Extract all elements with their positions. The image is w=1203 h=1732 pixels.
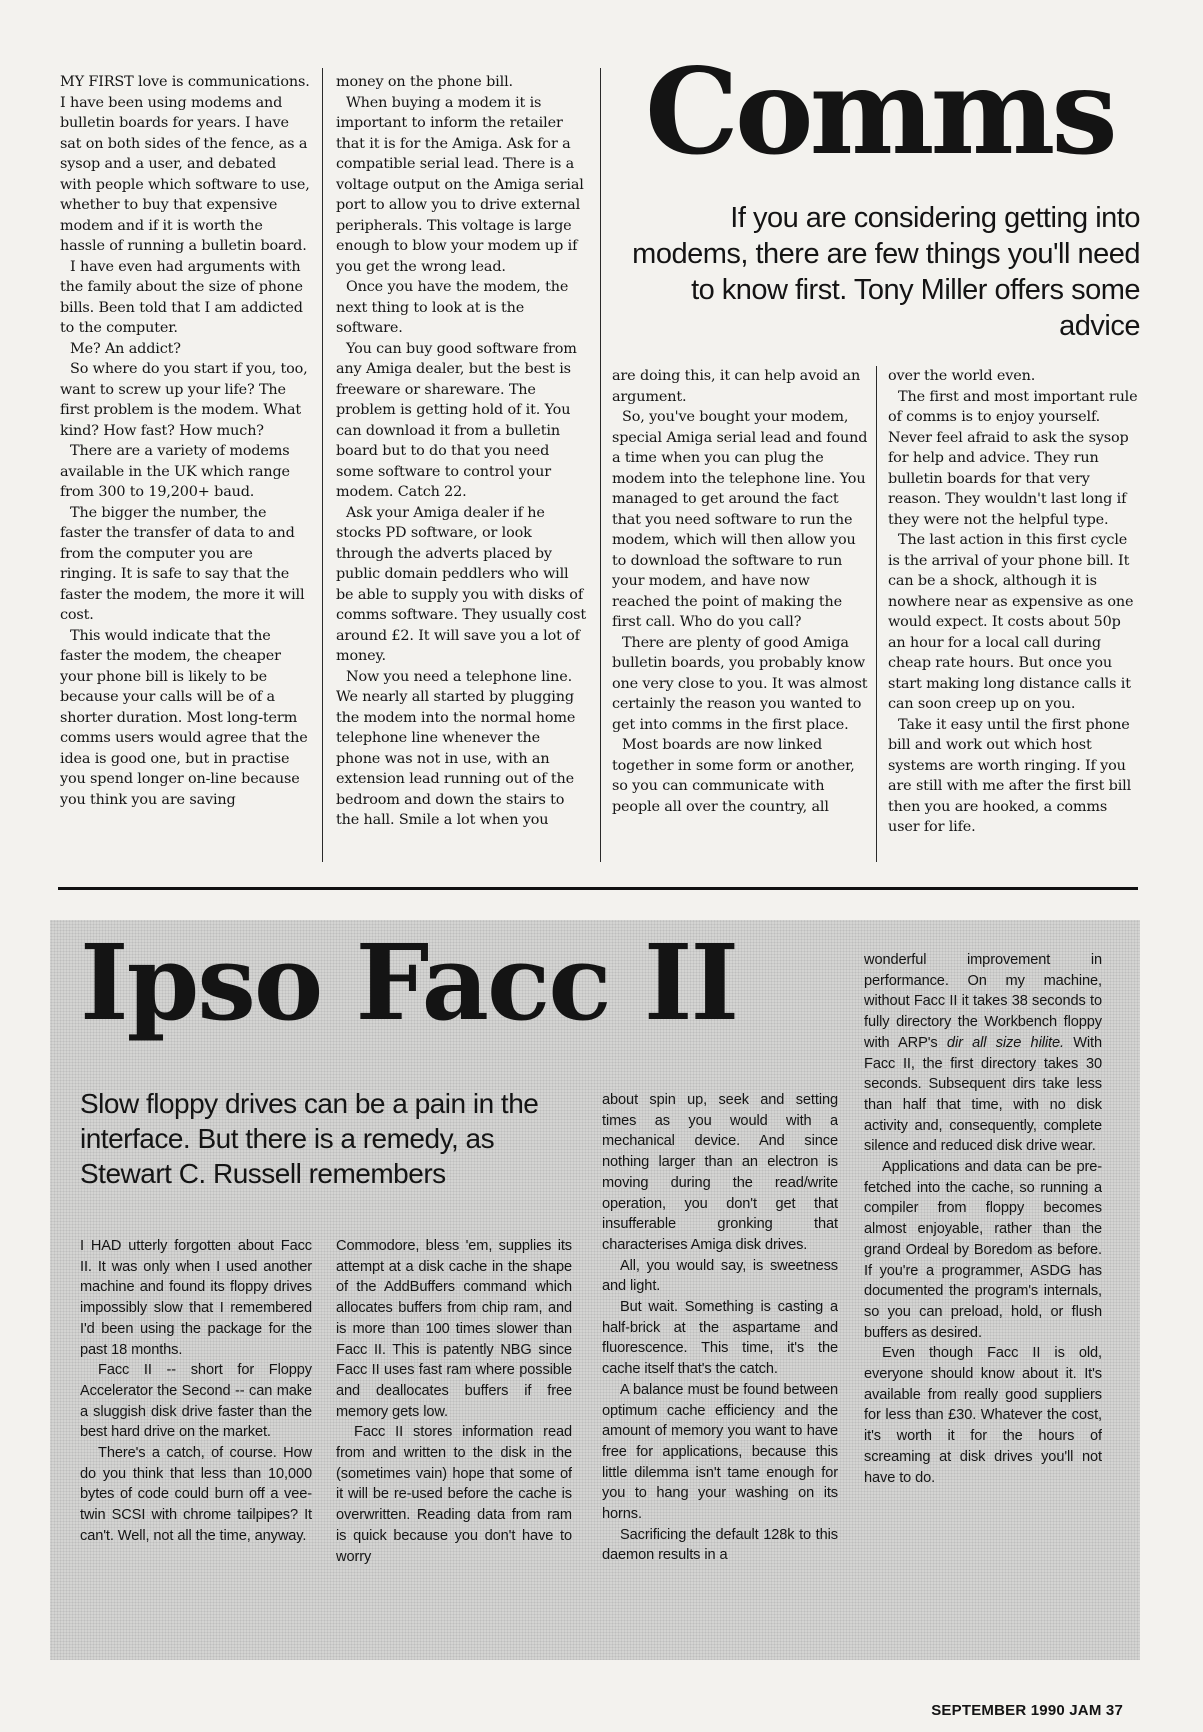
comms-col3-para: are doing this, it can help avoid an argument. — [612, 368, 861, 405]
ipso-col2-para: Facc II stores information read from and written to the disk in the (sometimes vain) hope that some of it will be re-used before the cache is overwritten. Reading data from ram is quick because you don't have to worry — [336, 1424, 572, 1565]
ipso-col4-command: dir all size hilite. — [946, 1034, 1064, 1051]
ipso-col4-text: With Facc II, the first directory takes 30 seconds. Subsequent dirs take less than half that time, with no disk activity and, consequently, complete silence and reduced disk drive wear. — [864, 1034, 1102, 1155]
column-divider — [322, 68, 323, 862]
ipso-col3-para: But wait. Something is casting a half-brick at the aspartame and fluorescence. This time, it's the cache itself that's the catch. — [602, 1299, 838, 1378]
comms-col1-para: The bigger the number, the faster the transfer of data to and from the computer you are ringing. It is safe to say that the faster the modem, the more it will cost. — [60, 504, 305, 623]
comms-col4-para: The first and most important rule of comms is to enjoy yourself. Never feel afraid to ask the sysop for help and advice. They run bulletin boards for that very reason. They wouldn't last long if they were not the helpful type. — [888, 388, 1138, 528]
ipso-facc-title: Ipso Facc II — [80, 921, 738, 1044]
comms-col2-para: You can buy good software from any Amiga dealer, but the best is freeware or shareware. The problem is getting hold of it. You can download it from a bulletin board but to do that you need some software to control your modem. Catch 22. — [336, 340, 577, 500]
ipso-col1-para: Facc II -- short for Floppy Accelerator the Second -- can make a sluggish disk drive faster than the best hard drive on the market. — [80, 1362, 312, 1441]
ipso-col3-para: A balance must be found between optimum cache efficiency and the amount of memory you want to have free for applications, because this little dilemma isn't tame enough for you to hang your washing on its horns. — [602, 1381, 838, 1523]
comms-col1-para: There are a variety of modems available in the UK which range from 300 to 19,200+ baud. — [60, 443, 290, 500]
page-footer: SEPTEMBER 1990 JAM 37 — [931, 1702, 1123, 1719]
ipso-col1-para: I HAD utterly forgotten about Facc II. It was only when I used another machine and found its floppy drives impossibly slow that I remembered I'd been using the package for the past 18 months. — [80, 1238, 312, 1358]
comms-title: Comms — [645, 42, 1114, 181]
comms-col1-para: So where do you start if you, too, want to screw up your life? The first problem is the modem. What kind? How fast? How much? — [60, 361, 308, 439]
ipso-col4-text: wonderful improvement in performance. On my machine, without Facc II it takes 38 seconds to fully directory the Workbench floppy with ARP's — [864, 952, 1102, 1051]
comms-column-1 — [60, 72, 310, 872]
ipso-col2-para: Commodore, bless 'em, supplies its attempt at a disk cache in the shape of the AddBuffers command which allocates buffers from chip ram, and is more than 100 times slower than Facc II. This is patently NBG since Facc II uses fast ram where possible and deallocates buffers if free memory gets low. — [336, 1238, 572, 1420]
ipso-col3-para: about spin up, seek and setting times as you would with a mechanical device. And since nothing larger than an electron is moving during the read/write operation, you don't get that insufferable gronking that characterises Amiga disk drives. — [602, 1092, 838, 1253]
comms-col1-para: This would indicate that the faster the modem, the cheaper your phone bill is likely to be because your calls will be of a shorter duration. Most long-term comms users would agree that the idea is good one, but in practise you spend longer on-line because you think you are saving — [60, 627, 308, 808]
comms-col3-para: Most boards are now linked together in some form or another, so you can communicate with people all over the country, all — [612, 737, 855, 815]
comms-standfirst: If you are considering getting into modems, there are few things you'll need to know first. Tony Miller offers some advice — [632, 202, 1140, 342]
comms-column-2 — [336, 72, 588, 872]
comms-column-3 — [612, 366, 870, 876]
comms-column-4 — [888, 366, 1140, 876]
comms-col1-para: Me? An addict? — [70, 340, 181, 357]
ipso-column-1 — [80, 1236, 312, 1656]
ipso-col4-para: Even though Facc II is old, everyone should know about it. It's available from really good suppliers for less than £30. Whatever the cost, it's worth it for the hours of screaming at disk drives you'll not have to do. — [864, 1345, 1102, 1486]
comms-col3-para: There are plenty of good Amiga bulletin boards, you probably know one very close to you. It was almost certainly the reason you wanted to get into comms in the first place. — [612, 634, 868, 733]
ipso-column-2 — [336, 1236, 572, 1656]
ipso-column-4 — [864, 950, 1102, 1656]
comms-col3-para: So, you've bought your modem, special Amiga serial lead and found a time when you can plug the modem into the telephone line. You managed to get around the fact that you need software to run the modem, which will then allow you to download the software to run your modem, and have now reached the point of making the first call. Who do you call? — [612, 409, 868, 630]
comms-col2-para: Now you need a telephone line. We nearly all started by plugging the modem into the normal home telephone line whenever the phone was not in use, with an extension lead running out of the bedroom and down the stairs to the hall. Smile a lot when you — [336, 668, 576, 828]
ipso-column-3 — [602, 1090, 838, 1656]
column-divider — [600, 68, 601, 862]
comms-col4-para: over the world even. — [888, 368, 1036, 384]
ipso-col4-para: Applications and data can be pre-fetched into the cache, so running a compiler from floppy becomes almost enjoyable, rather than the grand Ordeal by Boredom as before. If you're a programmer, ASDG has documented the program's internals, so you can preload, hold, or flush buffers as desired. — [864, 1159, 1102, 1341]
comms-col2-para: When buying a modem it is important to inform the retailer that it is for the Amiga. Ask for a compatible serial lead. There is a voltage output on the Amiga serial port to allow you to drive external peripherals. This voltage is large enough to blow your modem up if you get the wrong lead. — [336, 94, 584, 275]
comms-col4-para: The last action in this first cycle is the arrival of your phone bill. It can be a shock, although it is nowhere near as expensive as one would expect. It costs about 50p an hour for a local call during cheap rate hours. But once you start making long distance calls it can soon creep up on you. — [888, 532, 1134, 712]
ipso-col4-para — [864, 950, 1102, 1157]
ipso-facc-standfirst: Slow floppy drives can be a pain in the interface. But there is a remedy, as Stewart C. Russell remembers — [80, 1088, 539, 1189]
comms-col2-para: Once you have the modem, the next thing to look at is the software. — [336, 279, 569, 336]
ipso-col3-para: Sacrificing the default 128k to this daemon results in a — [602, 1526, 838, 1564]
comms-col2-para: money on the phone bill. — [336, 74, 513, 90]
comms-col1-para: I have even had arguments with the family about the size of phone bills. Been told that I am addicted to the computer. — [60, 258, 303, 336]
comms-col1-para: MY FIRST love is communications. I have been using modems and bulletin boards for years. I have sat on both sides of the fence, as a sysop and a user, and debated with people which software to use, whether to buy that expensive modem and if it is worth the hassle of running a bulletin board. — [60, 74, 310, 254]
comms-col2-para: Ask your Amiga dealer if he stocks PD software, or look through the adverts placed by public domain peddlers who will be able to supply you with disks of comms software. They usually cost around £2. It will save you a lot of money. — [336, 504, 587, 664]
section-divider — [58, 887, 1138, 890]
comms-col4-para: Take it easy until the first phone bill and work out which host systems are worth ringing. If you are still with me after the first bill then you are hooked, a comms user for life. — [888, 716, 1132, 835]
ipso-col1-para: There's a catch, of course. How do you think that less than 10,000 bytes of code could burn off a vee-twin SCSI with chrome tailpipes? It can't. Well, not all the time, anyway. — [80, 1445, 312, 1544]
column-divider — [876, 366, 877, 862]
ipso-col3-para: All, you would say, is sweetness and light. — [602, 1257, 838, 1295]
